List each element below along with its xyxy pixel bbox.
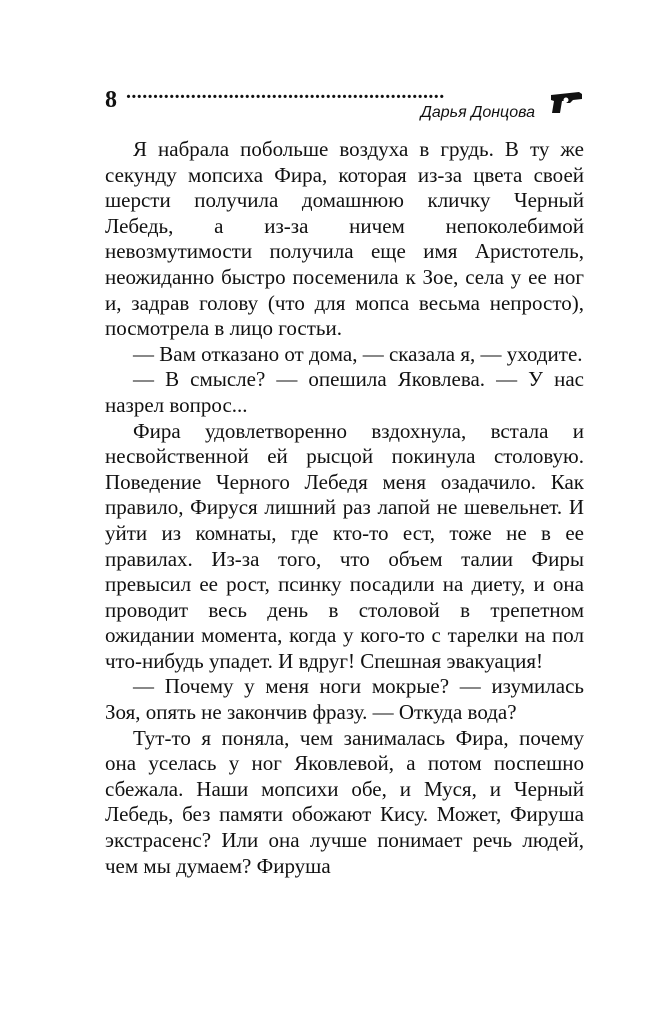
body-text [105, 137, 584, 879]
paragraph: Тут-то я поняла, чем занималась Фира, почему она уселась у ног Яковлевой, а потом поспешно сбежала. Наши мопсихи обе, и Муся, и Черный Лебедь, без памяти обожают Кису. Может, Фируша экстрасенс? Или она лучше понимает речь людей, чем мы думаем? Фируша [105, 725, 584, 878]
paragraph: Я набрала побольше воздуха в грудь. В ту же секунду мопсиха Фира, которая из-за цвета своей шерсти получила домашнюю кличку Черный Лебедь, а из-за ничем непоколебимой невозмутимости получила еще имя Аристотель, неожиданно быстро посеменила к Зое, села у ее ног и, задрав голову (что для мопса весьма непросто), посмотрела в лицо гостьи. [105, 137, 584, 341]
paragraph: — Почему у меня ноги мокрые? — изумилась Зоя, опять не закончив фразу. — Откуда вода? [105, 674, 584, 725]
paragraph: — В смысле? — опешила Яковлева. — У нас назрел вопрос... [105, 367, 584, 417]
page-header [0, 0, 661, 130]
paragraph: Фира удовлетворенно вздохнула, встала и несвойственной ей рысцой покинула столовую. Поведение Черного Лебедя меня озадачило. Как правило, Фируся лишний раз лапой не шевельнет. И уйти из комнаты, где кто-то ест, тоже не в ее правилах. Из-за того, что объем талии Фиры превысил ее рост, псинку посадили на диету, и она проводит весь день в столовой в трепетном ожидании момента, когда у кого-то с тарелки на пол что-нибудь упадет. И вдруг! Спешная эвакуация! [105, 418, 584, 673]
running-head-author: Дарья Донцова [420, 104, 535, 121]
pistol-icon [549, 89, 587, 115]
page-number: 8 [105, 87, 117, 113]
header-dotted-rule: ........................................................... [126, 81, 445, 103]
paragraph: — Вам отказано от дома, — сказала я, — уходите. [133, 341, 583, 366]
